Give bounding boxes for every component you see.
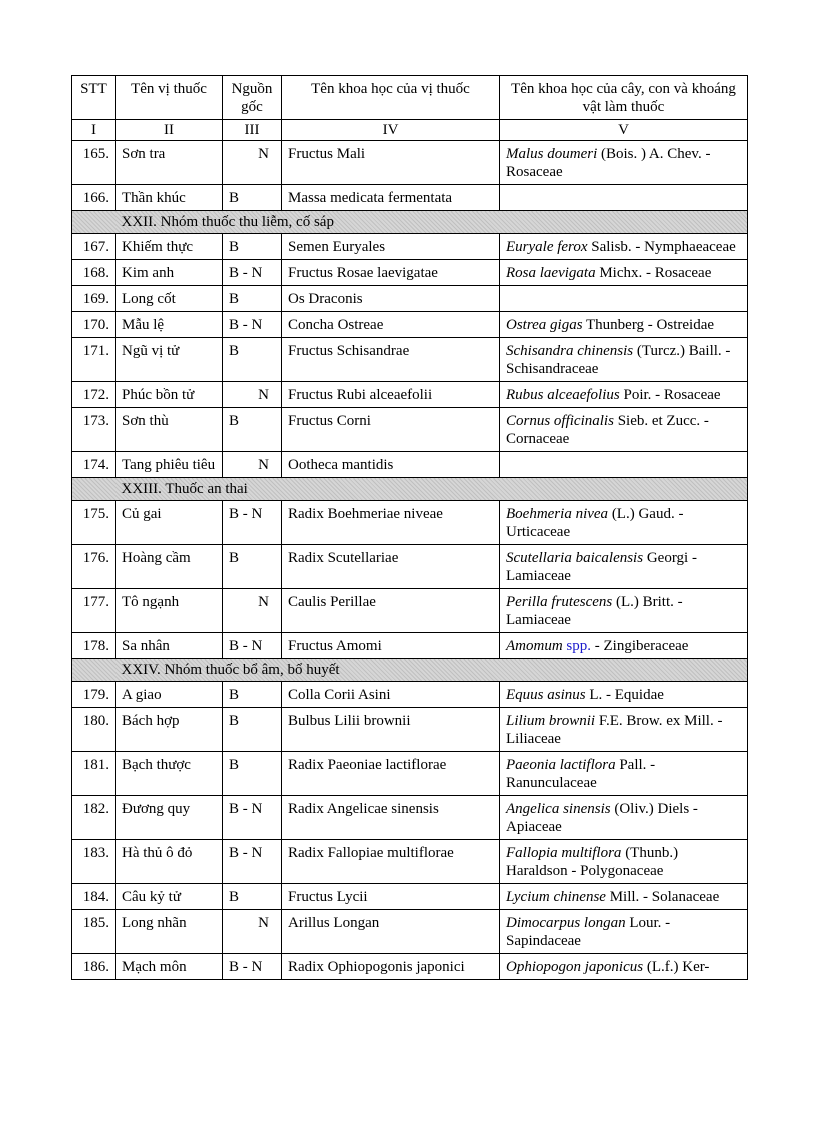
table-row xyxy=(72,840,748,884)
column-number: III xyxy=(223,120,282,141)
medicine-name: Câu kỷ tử xyxy=(116,884,223,910)
row-number: 181. xyxy=(72,752,116,796)
scientific-name xyxy=(500,796,748,840)
scientific-name xyxy=(500,545,748,589)
scientific-name xyxy=(500,260,748,286)
medicine-name: Phúc bồn tử xyxy=(116,382,223,408)
table-row xyxy=(72,545,748,589)
author-family: Mill. - Solanaceae xyxy=(605,889,720,905)
author-family: Michx. - Rosaceae xyxy=(595,265,712,281)
species-name: Euryale ferox xyxy=(506,239,588,255)
group-spacer xyxy=(72,478,116,501)
scientific-name xyxy=(500,185,748,211)
origin: B xyxy=(223,752,282,796)
latin-name: Semen Euryales xyxy=(282,234,500,260)
row-number: 182. xyxy=(72,796,116,840)
column-number: II xyxy=(116,120,223,141)
species-name: Lycium chinense xyxy=(506,889,606,905)
author-family: L. - Equidae xyxy=(585,687,664,703)
latin-name: Radix Angelicae sinensis xyxy=(282,796,500,840)
table-row xyxy=(72,452,748,478)
table-row xyxy=(72,796,748,840)
origin: B xyxy=(223,708,282,752)
latin-name: Massa medicata fermentata xyxy=(282,185,500,211)
group-title: XXII. Nhóm thuốc thu liễm, cố sáp xyxy=(116,211,748,234)
scientific-name xyxy=(500,840,748,884)
latin-name: Os Draconis xyxy=(282,286,500,312)
medicine-name: Hà thủ ô đỏ xyxy=(116,840,223,884)
row-number: 166. xyxy=(72,185,116,211)
medicine-name: Bạch thược xyxy=(116,752,223,796)
origin: B xyxy=(223,408,282,452)
row-number: 180. xyxy=(72,708,116,752)
origin: N xyxy=(223,452,282,478)
latin-name: Radix Fallopiae multiflorae xyxy=(282,840,500,884)
medicine-name: Sơn tra xyxy=(116,141,223,185)
author-family: Georgi - Lamiaceae xyxy=(506,550,697,584)
table-body xyxy=(72,141,748,980)
latin-name: Arillus Longan xyxy=(282,910,500,954)
latin-name: Bulbus Lilii brownii xyxy=(282,708,500,752)
latin-name: Colla Corii Asini xyxy=(282,682,500,708)
row-number: 172. xyxy=(72,382,116,408)
origin: N xyxy=(223,382,282,408)
species-name: Dimocarpus longan xyxy=(506,915,626,931)
origin: B xyxy=(223,286,282,312)
latin-name: Caulis Perillae xyxy=(282,589,500,633)
latin-name: Fructus Schisandrae xyxy=(282,338,500,382)
header-latin-name: Tên khoa học của vị thuốc xyxy=(282,76,500,120)
species-name: Angelica sinensis xyxy=(506,801,611,817)
group-spacer xyxy=(72,659,116,682)
scientific-name xyxy=(500,682,748,708)
row-number: 184. xyxy=(72,884,116,910)
column-number-row xyxy=(72,120,748,141)
latin-name: Fructus Rosae laevigatae xyxy=(282,260,500,286)
origin: B xyxy=(223,185,282,211)
origin: B - N xyxy=(223,312,282,338)
latin-name: Fructus Corni xyxy=(282,408,500,452)
header-scientific-name: Tên khoa học của cây, con và khoáng vật làm thuốc xyxy=(500,76,748,120)
species-name: Malus doumeri xyxy=(506,146,598,162)
table-row xyxy=(72,708,748,752)
scientific-name xyxy=(500,312,748,338)
author-family: - Zingiberaceae xyxy=(591,638,689,654)
latin-name: Radix Boehmeriae niveae xyxy=(282,501,500,545)
origin: N xyxy=(223,589,282,633)
author-family: (Turcz.) Baill. - Schisandraceae xyxy=(506,343,731,377)
scientific-name xyxy=(500,338,748,382)
author-family: F.E. Brow. ex Mill. - Liliaceae xyxy=(506,713,723,747)
scientific-name xyxy=(500,382,748,408)
row-number: 186. xyxy=(72,954,116,980)
author-family: Pall. - Ranunculaceae xyxy=(506,757,656,791)
row-number: 175. xyxy=(72,501,116,545)
author-family: Salisb. - Nymphaeaceae xyxy=(587,239,736,255)
author-family: (L.) Gaud. - Urticaceae xyxy=(506,506,684,540)
row-number: 177. xyxy=(72,589,116,633)
origin: B xyxy=(223,234,282,260)
origin: N xyxy=(223,910,282,954)
origin: B - N xyxy=(223,840,282,884)
scientific-name xyxy=(500,589,748,633)
species-name: Scutellaria baicalensis xyxy=(506,550,644,566)
group-title: XXIII. Thuốc an thai xyxy=(116,478,748,501)
species-abbrev: spp. xyxy=(566,638,592,654)
table-row xyxy=(72,234,748,260)
medicine-name: Mạch môn xyxy=(116,954,223,980)
author-family: (L.f.) Ker- xyxy=(643,959,710,975)
column-number: V xyxy=(500,120,748,141)
species-name: Boehmeria nivea xyxy=(506,506,609,522)
row-number: 169. xyxy=(72,286,116,312)
author-family: Lour. - Sapindaceae xyxy=(506,915,671,949)
medicine-name: Tô ngạnh xyxy=(116,589,223,633)
medicine-name: Kim anh xyxy=(116,260,223,286)
medicine-name: Ngũ vị tử xyxy=(116,338,223,382)
medicine-name: Sa nhân xyxy=(116,633,223,659)
header-name: Tên vị thuốc xyxy=(116,76,223,120)
row-number: 185. xyxy=(72,910,116,954)
row-number: 173. xyxy=(72,408,116,452)
row-number: 165. xyxy=(72,141,116,185)
scientific-name xyxy=(500,708,748,752)
author-family: (Thunb.) Haraldson - Polygonaceae xyxy=(506,845,679,879)
scientific-name xyxy=(500,501,748,545)
medicine-name: Đương quy xyxy=(116,796,223,840)
scientific-name xyxy=(500,141,748,185)
origin: B - N xyxy=(223,954,282,980)
medicine-name: Long cốt xyxy=(116,286,223,312)
species-name: Ostrea gigas xyxy=(506,317,583,333)
scientific-name xyxy=(500,234,748,260)
medicine-name: Bách hợp xyxy=(116,708,223,752)
table-row xyxy=(72,884,748,910)
table-row xyxy=(72,382,748,408)
group-header-row xyxy=(72,478,748,501)
table-row xyxy=(72,501,748,545)
origin: B xyxy=(223,884,282,910)
medicine-name: Long nhãn xyxy=(116,910,223,954)
species-name: Equus asinus xyxy=(506,687,586,703)
row-number: 170. xyxy=(72,312,116,338)
latin-name: Fructus Mali xyxy=(282,141,500,185)
scientific-name xyxy=(500,633,748,659)
author-family: (Bois. ) A. Chev. - Rosaceae xyxy=(506,146,711,180)
medicine-table xyxy=(71,75,748,980)
species-name: Fallopia multiflora xyxy=(506,845,622,861)
origin: B xyxy=(223,682,282,708)
latin-name: Radix Ophiopogonis japonici xyxy=(282,954,500,980)
latin-name: Fructus Lycii xyxy=(282,884,500,910)
origin: B - N xyxy=(223,796,282,840)
column-number: IV xyxy=(282,120,500,141)
row-number: 178. xyxy=(72,633,116,659)
table-row xyxy=(72,141,748,185)
medicine-name: Mẫu lệ xyxy=(116,312,223,338)
latin-name: Radix Scutellariae xyxy=(282,545,500,589)
latin-name: Ootheca mantidis xyxy=(282,452,500,478)
table-row xyxy=(72,910,748,954)
row-number: 167. xyxy=(72,234,116,260)
table-row xyxy=(72,408,748,452)
table-row xyxy=(72,338,748,382)
table-row xyxy=(72,954,748,980)
origin: B - N xyxy=(223,501,282,545)
header-source: Nguồn gốc xyxy=(223,76,282,120)
group-title: XXIV. Nhóm thuốc bổ âm, bổ huyết xyxy=(116,659,748,682)
species-name: Paeonia lactiflora xyxy=(506,757,616,773)
table-row xyxy=(72,185,748,211)
row-number: 183. xyxy=(72,840,116,884)
table-row xyxy=(72,633,748,659)
scientific-name xyxy=(500,884,748,910)
author-family: Thunberg - Ostreidae xyxy=(582,317,715,333)
species-name: Rosa laevigata xyxy=(506,265,596,281)
species-name: Perilla frutescens xyxy=(506,594,613,610)
latin-name: Fructus Rubi alceaefolii xyxy=(282,382,500,408)
medicine-name: A giao xyxy=(116,682,223,708)
group-header-row xyxy=(72,211,748,234)
row-number: 171. xyxy=(72,338,116,382)
species-name: Ophiopogon japonicus xyxy=(506,959,644,975)
medicine-name: Củ gai xyxy=(116,501,223,545)
species-name: Cornus officinalis xyxy=(506,413,614,429)
species-name: Amomum xyxy=(506,638,563,654)
row-number: 179. xyxy=(72,682,116,708)
species-name: Lilium brownii xyxy=(506,713,596,729)
latin-name: Fructus Amomi xyxy=(282,633,500,659)
table-row xyxy=(72,752,748,796)
author-family: Sieb. et Zucc. - Cornaceae xyxy=(506,413,709,447)
column-number: I xyxy=(72,120,116,141)
medicine-name: Khiếm thực xyxy=(116,234,223,260)
medicine-name: Thần khúc xyxy=(116,185,223,211)
origin: B xyxy=(223,545,282,589)
species-name: Schisandra chinensis xyxy=(506,343,634,359)
scientific-name xyxy=(500,286,748,312)
table-row xyxy=(72,260,748,286)
author-family: (L.) Britt. - Lamiaceae xyxy=(506,594,683,628)
author-family: (Oliv.) Diels - Apiaceae xyxy=(506,801,698,835)
group-spacer xyxy=(72,211,116,234)
latin-name: Radix Paeoniae lactiflorae xyxy=(282,752,500,796)
scientific-name xyxy=(500,452,748,478)
table-row xyxy=(72,312,748,338)
medicine-name: Sơn thù xyxy=(116,408,223,452)
row-number: 174. xyxy=(72,452,116,478)
table-row xyxy=(72,589,748,633)
medicine-name: Tang phiêu tiêu xyxy=(116,452,223,478)
table-row xyxy=(72,286,748,312)
latin-name: Concha Ostreae xyxy=(282,312,500,338)
scientific-name xyxy=(500,752,748,796)
scientific-name xyxy=(500,408,748,452)
group-header-row xyxy=(72,659,748,682)
scientific-name xyxy=(500,954,748,980)
row-number: 176. xyxy=(72,545,116,589)
species-name: Rubus alceaefolius xyxy=(506,387,620,403)
header-row xyxy=(72,76,748,120)
row-number: 168. xyxy=(72,260,116,286)
author-family: Poir. - Rosaceae xyxy=(619,387,721,403)
header-stt: STT xyxy=(72,76,116,120)
table-row xyxy=(72,682,748,708)
origin: N xyxy=(223,141,282,185)
origin: B - N xyxy=(223,633,282,659)
scientific-name xyxy=(500,910,748,954)
origin: B - N xyxy=(223,260,282,286)
medicine-name: Hoàng cầm xyxy=(116,545,223,589)
origin: B xyxy=(223,338,282,382)
